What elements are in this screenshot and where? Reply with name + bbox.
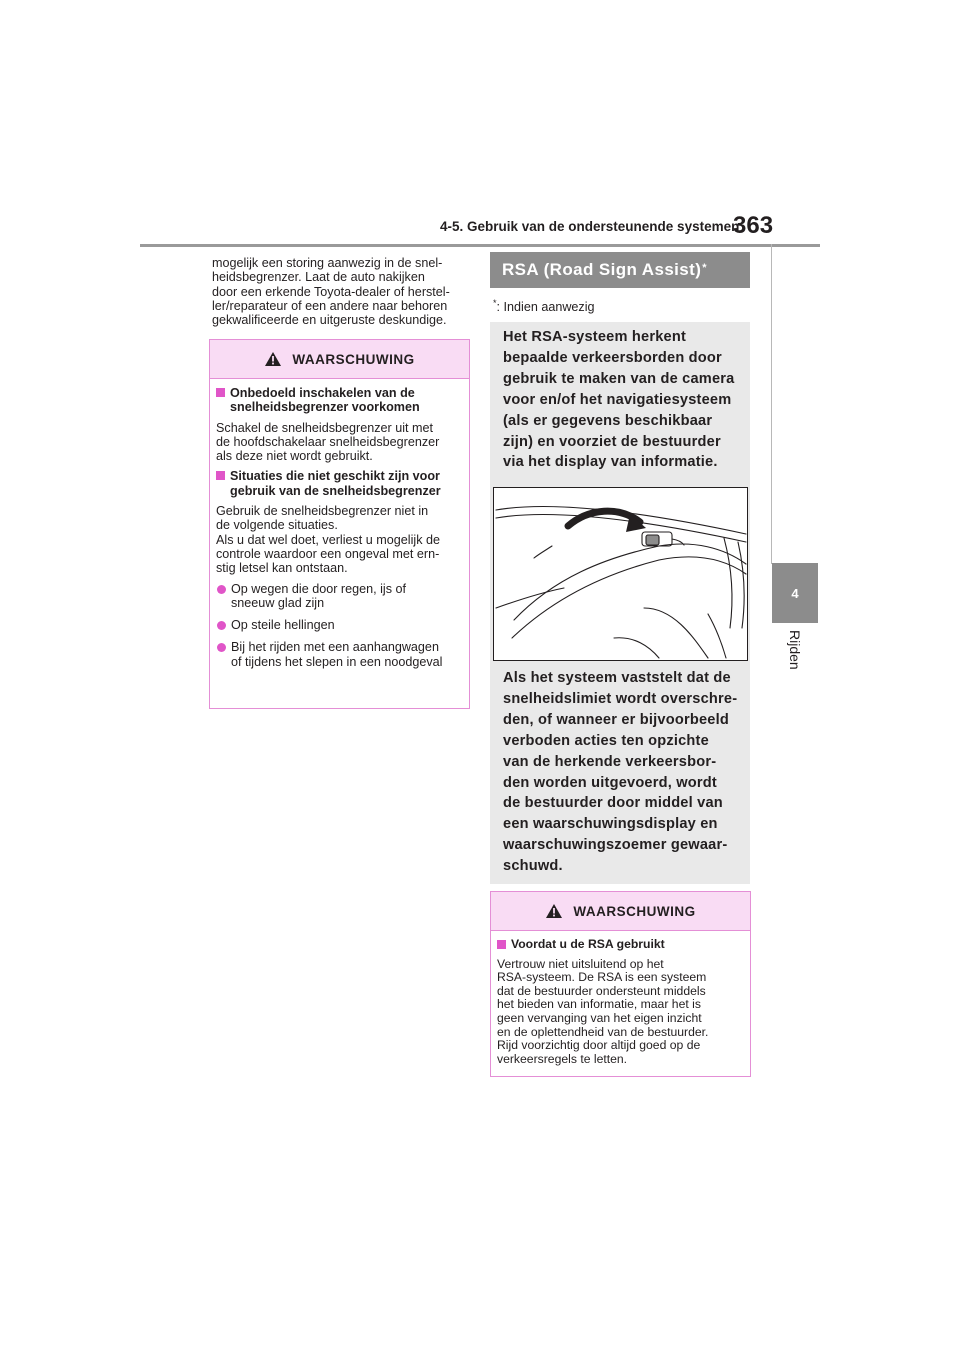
warning-subheading-text: Situaties die niet geschikt zijn voor gebruik van de snelheidsbegrenzer xyxy=(230,469,441,498)
footnote-text: : Indien aanwezig xyxy=(496,300,595,315)
warning-bullet-text: Bij het rijden met een aanhangwagen of tijdens het slepen in een noodgeval xyxy=(231,640,443,669)
warning-body xyxy=(491,931,750,1078)
warning-title: WAARSCHUWING xyxy=(573,903,696,919)
warning-triangle-icon xyxy=(264,351,282,367)
square-bullet-icon xyxy=(497,940,506,949)
rsa-section-heading xyxy=(490,252,750,288)
warning-bullet xyxy=(216,618,463,632)
warning-body xyxy=(210,379,469,683)
chapter-label-wrap xyxy=(779,628,809,678)
warning-bullet xyxy=(216,582,463,611)
warning-box-speed-limiter xyxy=(209,339,470,709)
side-tab-line xyxy=(771,244,772,564)
warning-bullet xyxy=(216,640,463,669)
round-bullet-icon xyxy=(217,643,226,652)
warning-header xyxy=(210,340,469,379)
rsa-detail-text: Als het systeem vaststelt dat de snelheidslimiet wordt overschre- den, of wanneer er bijvoorbeeld verboden acties ten opzichte van de herkende verkeersbor- den worden uitgevoerd, wordt de bestuurder door middel van een waarschuwingsdisplay en waarschuwingszoemer gewaar- schuwd. xyxy=(503,670,738,875)
warning-header xyxy=(491,892,750,931)
warning-subheading xyxy=(497,938,744,952)
header-rule xyxy=(140,244,820,247)
intro-text: mogelijk een storing aanwezig in de snel- heidsbegrenzer. Laat de auto nakijken door een erkende Toyota-dealer of herstel- ler/reparateur of een andere naar behoren gekwalificeerde en uitgeruste deskundige. xyxy=(212,256,450,328)
round-bullet-icon xyxy=(217,621,226,630)
rsa-title-mark: * xyxy=(702,262,707,274)
warning-subheading xyxy=(216,386,463,415)
warning-paragraph: Vertrouw niet uitsluitend op het RSA-systeem. De RSA is een systeem dat de bestuurder ondersteunt middels het bieden van informatie, maar het is geen vervanging van het eigen inzicht en de oplettendheid van de bestuurder. Rijd voorzichtig door altijd goed op de verkeersregels te letten. xyxy=(497,956,709,1066)
footnote-mark: * xyxy=(493,298,497,308)
warning-paragraph: Gebruik de snelheidsbegrenzer niet in de volgende situaties. Als u dat wel doet, verliest u mogelijk de controle waardoor een ongeval met ern- stig letsel kan ontstaan. xyxy=(216,504,441,576)
warning-subheading-text: Onbedoeld inschakelen van de snelheidsbegrenzer voorkomen xyxy=(230,386,420,415)
warning-bullet-text: Op steile hellingen xyxy=(231,618,335,633)
rsa-title: RSA (Road Sign Assist) xyxy=(502,260,702,279)
warning-box-rsa xyxy=(490,891,751,1077)
warning-title: WAARSCHUWING xyxy=(292,351,415,367)
footnote xyxy=(493,298,595,314)
square-bullet-icon xyxy=(216,471,225,480)
rsa-summary-text: Het RSA-systeem herkent bepaalde verkeersborden door gebruik te maken van de camera voor en/of het navigatiesysteem (als er gegevens beschikbaar zijn) en voorziet de bestuurder via het display van informatie. xyxy=(503,329,735,471)
warning-subheading-text: Voordat u de RSA gebruikt xyxy=(511,937,665,951)
section-title: 4-5. Gebruik van de ondersteunende systemen xyxy=(440,219,740,234)
warning-subheading xyxy=(216,469,463,498)
page-number: 363 xyxy=(733,212,774,239)
windshield-camera-illustration xyxy=(493,487,748,661)
warning-triangle-icon xyxy=(545,903,563,919)
warning-bullet-text: Op wegen die door regen, ijs of sneeuw glad zijn xyxy=(231,581,407,610)
chapter-tab[interactable] xyxy=(772,563,818,623)
rsa-summary-panel xyxy=(490,322,750,884)
round-bullet-icon xyxy=(217,585,226,594)
chapter-label: Rijden xyxy=(787,630,803,670)
warning-paragraph: Schakel de snelheidsbegrenzer uit met de hoofdschakelaar snelheidsbegrenzer als deze niet wordt gebruikt. xyxy=(216,420,440,464)
square-bullet-icon xyxy=(216,388,225,397)
chapter-number: 4 xyxy=(791,585,799,601)
